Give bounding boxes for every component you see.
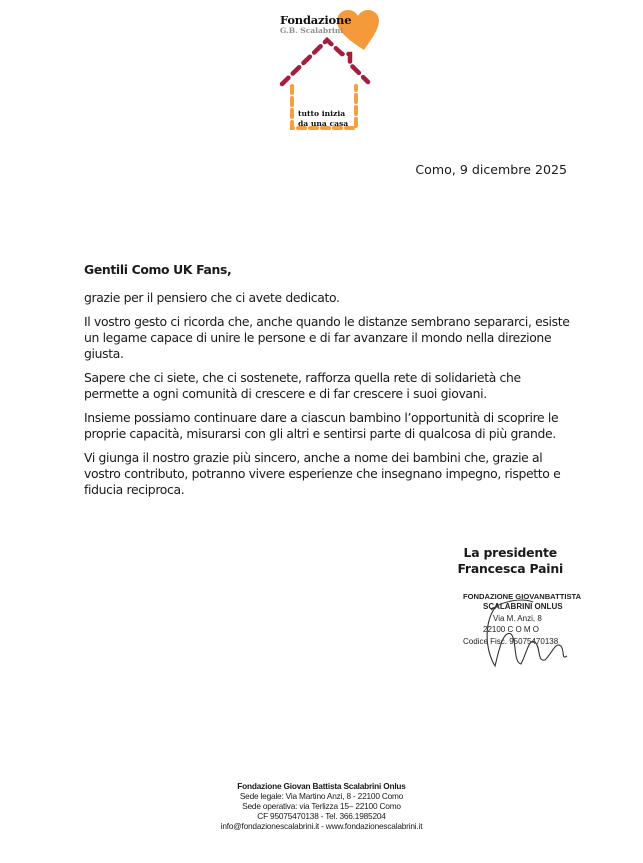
greeting: Gentili Como UK Fans, bbox=[84, 262, 232, 277]
paragraph: Sapere che ci siete, che ci sostenete, rafforza quella rete di solidarietà che permette a ogni comunità di crescere e di far crescere i suoi giovani. bbox=[84, 370, 521, 401]
footer-contacts: info@fondazionescalabrini.it - www.fondazionescalabrini.it bbox=[220, 821, 423, 831]
paragraph: Il vostro gesto ci ricorda che, anche quando le distanze sembrano separarci, esiste un legame capace di unire le persone e di far avanzare il mondo nella direzione giusta. bbox=[84, 314, 570, 361]
handwritten-signature bbox=[463, 590, 583, 670]
official-stamp bbox=[463, 590, 583, 670]
signature-block bbox=[457, 545, 563, 577]
footer-legal-address: Sede legale: Via Martino Anzi, 8 - 22100 Como bbox=[239, 791, 404, 801]
footer-org-name: Fondazione Giovan Battista Scalabrini Onlus bbox=[237, 781, 406, 791]
footer-tax-phone: CF 95075470138 - Tel. 366.1985204 bbox=[257, 811, 386, 821]
signature-title: La presidente bbox=[463, 545, 557, 560]
stamp-line-1: FONDAZIONE GIOVANBATTISTA bbox=[463, 592, 582, 601]
logo-tagline bbox=[298, 109, 348, 129]
paragraph: Insieme possiamo continuare dare a ciascun bambino l’opportunità di scoprire le proprie capacità, misurarsi con gli altri e sentirsi parte di qualcosa di più grande. bbox=[84, 410, 559, 441]
stamp-line-3: Via M. Anzi, 8 bbox=[493, 614, 542, 623]
stamp-line-5: Codice Fisc. 95075470138 bbox=[463, 637, 559, 646]
footer-operational-address: Sede operativa: via Terlizza 15– 22100 Como bbox=[242, 801, 401, 811]
paragraph: Vi giunga il nostro grazie più sincero, anche a nome dei bambini che, grazie al vostro contributo, potranno vivere esperienze che insegnano impegno, rispetto e fiducia reciproca. bbox=[84, 450, 561, 497]
signature-name: Francesca Paini bbox=[457, 561, 563, 576]
stamp-line-4: 22100 C O M O bbox=[483, 625, 540, 634]
stamp-line-2: SCALABRINI ONLUS bbox=[483, 602, 563, 611]
footer bbox=[0, 781, 643, 831]
letter-body bbox=[84, 262, 574, 506]
letter-date: Como, 9 dicembre 2025 bbox=[415, 162, 567, 177]
tagline-line-2: da una casa bbox=[298, 119, 349, 128]
tagline-line-1: tutto inizia bbox=[298, 109, 346, 118]
logo-subname: G.B. Scalabrini bbox=[280, 26, 344, 35]
roof-outline bbox=[282, 40, 368, 84]
logo-name: Fondazione bbox=[280, 13, 352, 27]
paragraph: grazie per il pensiero che ci avete dedicato. bbox=[84, 290, 340, 305]
foundation-logo bbox=[272, 6, 387, 134]
